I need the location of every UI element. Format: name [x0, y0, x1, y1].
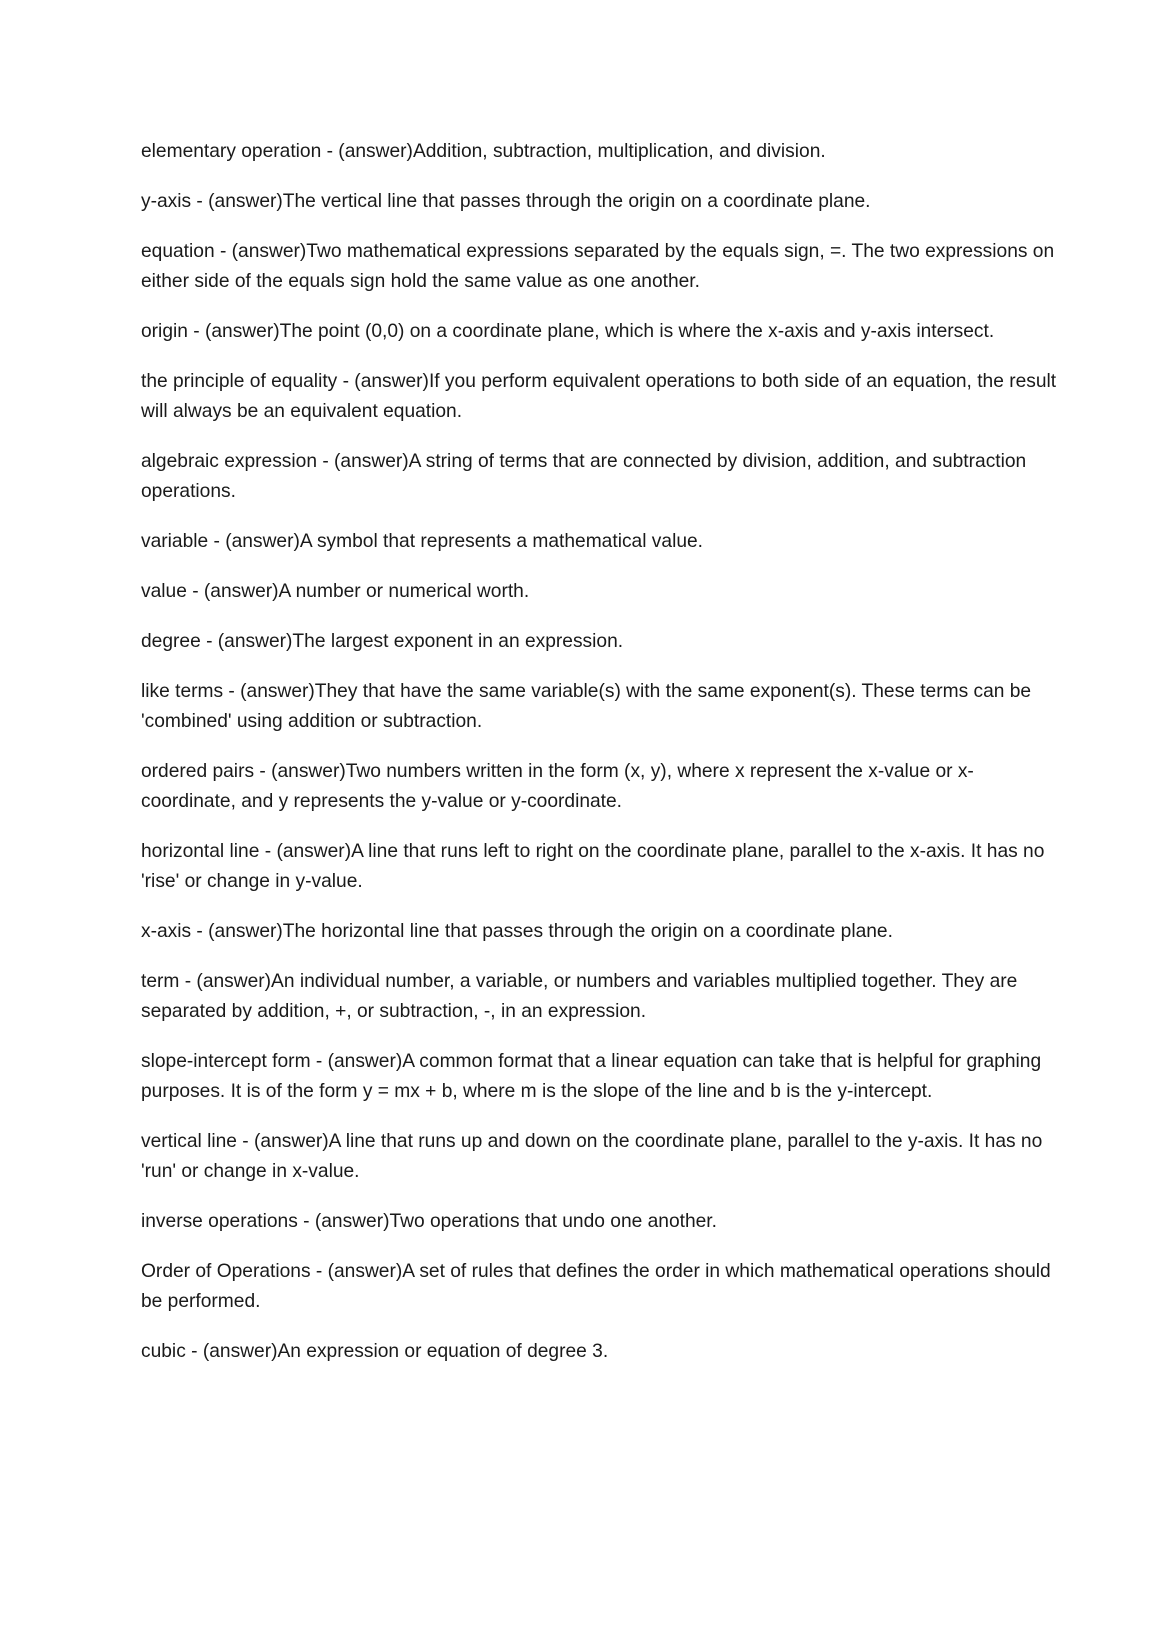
glossary-entry: origin - (answer)The point (0,0) on a coordinate plane, which is where the x-axis and y-axis intersect.: [141, 321, 995, 342]
glossary-entry: the principle of equality - (answer)If you perform equivalent operations to both side of an equation, the result will always be an equivalent equation.: [141, 371, 1057, 422]
glossary-entry: like terms - (answer)They that have the same variable(s) with the same exponent(s). These terms can be 'combined' using addition or subtraction.: [141, 681, 1032, 732]
glossary-entry: slope-intercept form - (answer)A common format that a linear equation can take that is helpful for graphing purposes. It is of the form y = mx + b, where m is the slope of the line and b is the y-intercept.: [141, 1051, 1042, 1102]
glossary-entry: horizontal line - (answer)A line that runs left to right on the coordinate plane, parallel to the x-axis. It has no 'rise' or change in y-value.: [141, 841, 1045, 892]
glossary-entry: equation - (answer)Two mathematical expressions separated by the equals sign, =. The two expressions on either side of the equals sign hold the same value as one another.: [141, 241, 1055, 292]
glossary-list: [141, 137, 1061, 1387]
glossary-entry: x-axis - (answer)The horizontal line that passes through the origin on a coordinate plane.: [141, 921, 893, 942]
glossary-entry: degree - (answer)The largest exponent in an expression.: [141, 631, 624, 652]
glossary-entry: algebraic expression - (answer)A string of terms that are connected by division, addition, and subtraction operations.: [141, 451, 1027, 502]
glossary-entry: value - (answer)A number or numerical worth.: [141, 581, 530, 602]
glossary-entry: ordered pairs - (answer)Two numbers written in the form (x, y), where x represent the x-value or x-coordinate, and y represents the y-value or y-coordinate.: [141, 761, 974, 812]
glossary-entry: term - (answer)An individual number, a variable, or numbers and variables multiplied together. They are separated by addition, +, or subtraction, -, in an expression.: [141, 971, 1018, 1022]
glossary-entry: variable - (answer)A symbol that represents a mathematical value.: [141, 531, 704, 552]
glossary-entry: vertical line - (answer)A line that runs up and down on the coordinate plane, parallel to the y-axis. It has no 'run' or change in x-value.: [141, 1131, 1043, 1182]
glossary-entry: cubic - (answer)An expression or equation of degree 3.: [141, 1341, 609, 1362]
glossary-entry: elementary operation - (answer)Addition, subtraction, multiplication, and division.: [141, 141, 826, 162]
glossary-entry: Order of Operations - (answer)A set of rules that defines the order in which mathematical operations should be performed.: [141, 1261, 1051, 1312]
glossary-entry: y-axis - (answer)The vertical line that passes through the origin on a coordinate plane.: [141, 191, 871, 212]
glossary-entry: inverse operations - (answer)Two operations that undo one another.: [141, 1211, 717, 1232]
